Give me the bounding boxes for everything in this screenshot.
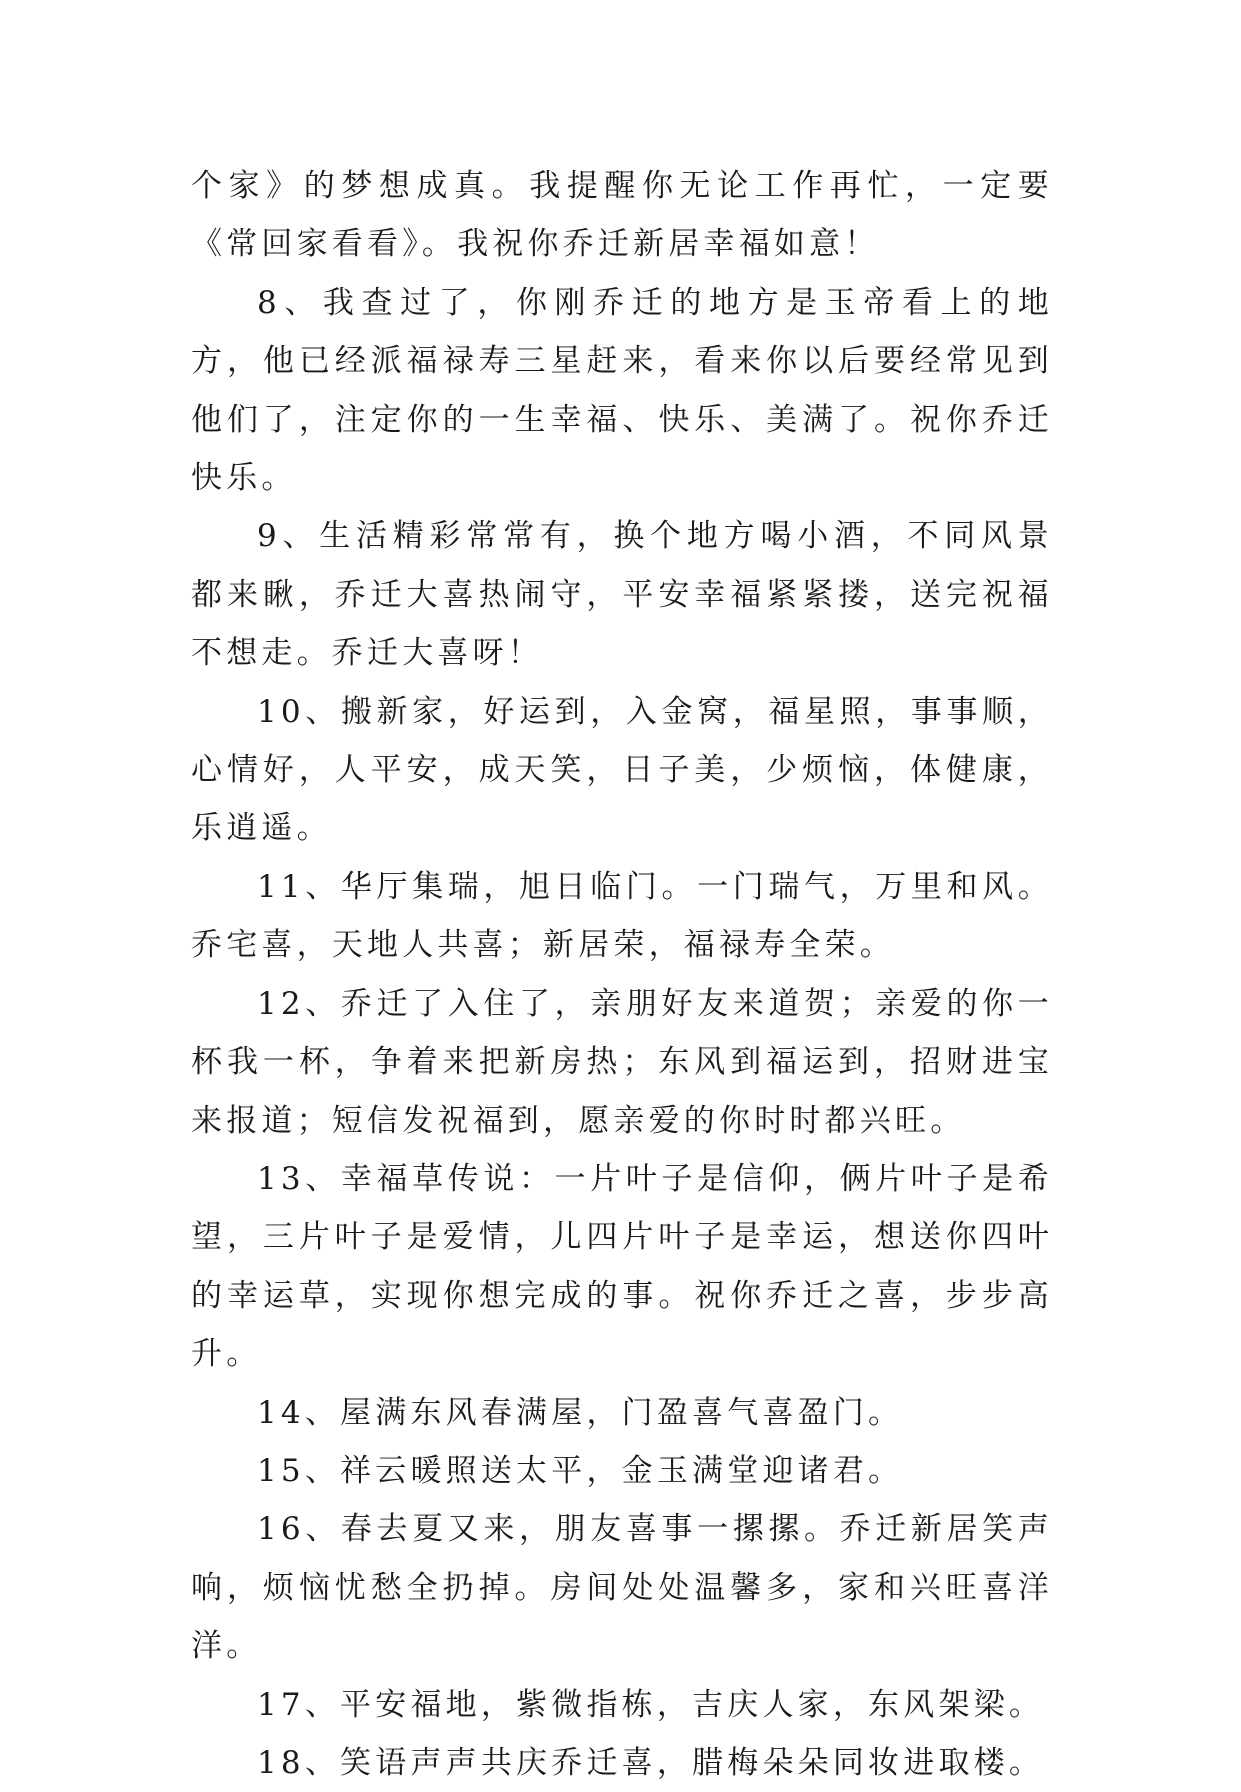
paragraph-13: 13、幸福草传说：一片叶子是信仰，俩片叶子是希望，三片叶子是爱情，儿四片叶子是幸运，想送你四叶的幸运草，实现你想完成的事。祝你乔迁之喜，步步高升。 bbox=[191, 1160, 1053, 1373]
paragraph-17: 17、平安福地，紫微指栋，吉庆人家，东风架梁。 bbox=[257, 1686, 1045, 1723]
paragraph-16: 16、春去夏又来，朋友喜事一摞摞。乔迁新居笑声响，烦恼忧愁全扔掉。房间处处温馨多，家和兴旺喜洋洋。 bbox=[191, 1511, 1053, 1665]
paragraph-14: 14、屋满东风春满屋，门盈喜气喜盈门。 bbox=[257, 1394, 904, 1431]
paragraph-12: 12、乔迁了入住了，亲朋好友来道贺；亲爱的你一杯我一杯，争着来把新房热；东风到福运到，招财进宝来报道；短信发祝福到，愿亲爱的你时时都兴旺。 bbox=[191, 985, 1053, 1139]
body-text bbox=[191, 157, 1053, 1792]
paragraph-15: 15、祥云暖照送太平，金玉满堂迎诸君。 bbox=[257, 1452, 904, 1489]
paragraph-8: 8、我查过了，你刚乔迁的地方是玉帝看上的地方，他已经派福禄寿三星赶来，看来你以后要经常见到他们了，注定你的一生幸福、快乐、美满了。祝你乔迁快乐。 bbox=[191, 284, 1053, 497]
paragraph-continuation: 个家》的梦想成真。我提醒你无论工作再忙，一定要《常回家看看》。我祝你乔迁新居幸福如意！ bbox=[191, 168, 1053, 263]
paragraph-11: 11、华厅集瑞，旭日临门。一门瑞气，万里和风。乔宅喜，天地人共喜；新居荣，福禄寿全荣。 bbox=[191, 868, 1053, 964]
paragraph-9: 9、生活精彩常常有，换个地方喝小酒，不同风景都来瞅，乔迁大喜热闹守，平安幸福紧紧搂，送完祝福不想走。乔迁大喜呀！ bbox=[191, 518, 1053, 672]
paragraph-18: 18、笑语声声共庆乔迁喜，腊梅朵朵同妆进取楼。 bbox=[257, 1744, 1045, 1781]
paragraph-10: 10、搬新家，好运到，入金窝，福星照，事事顺，心情好，人平安，成天笑，日子美，少烦恼，体健康，乐逍遥。 bbox=[191, 693, 1053, 847]
